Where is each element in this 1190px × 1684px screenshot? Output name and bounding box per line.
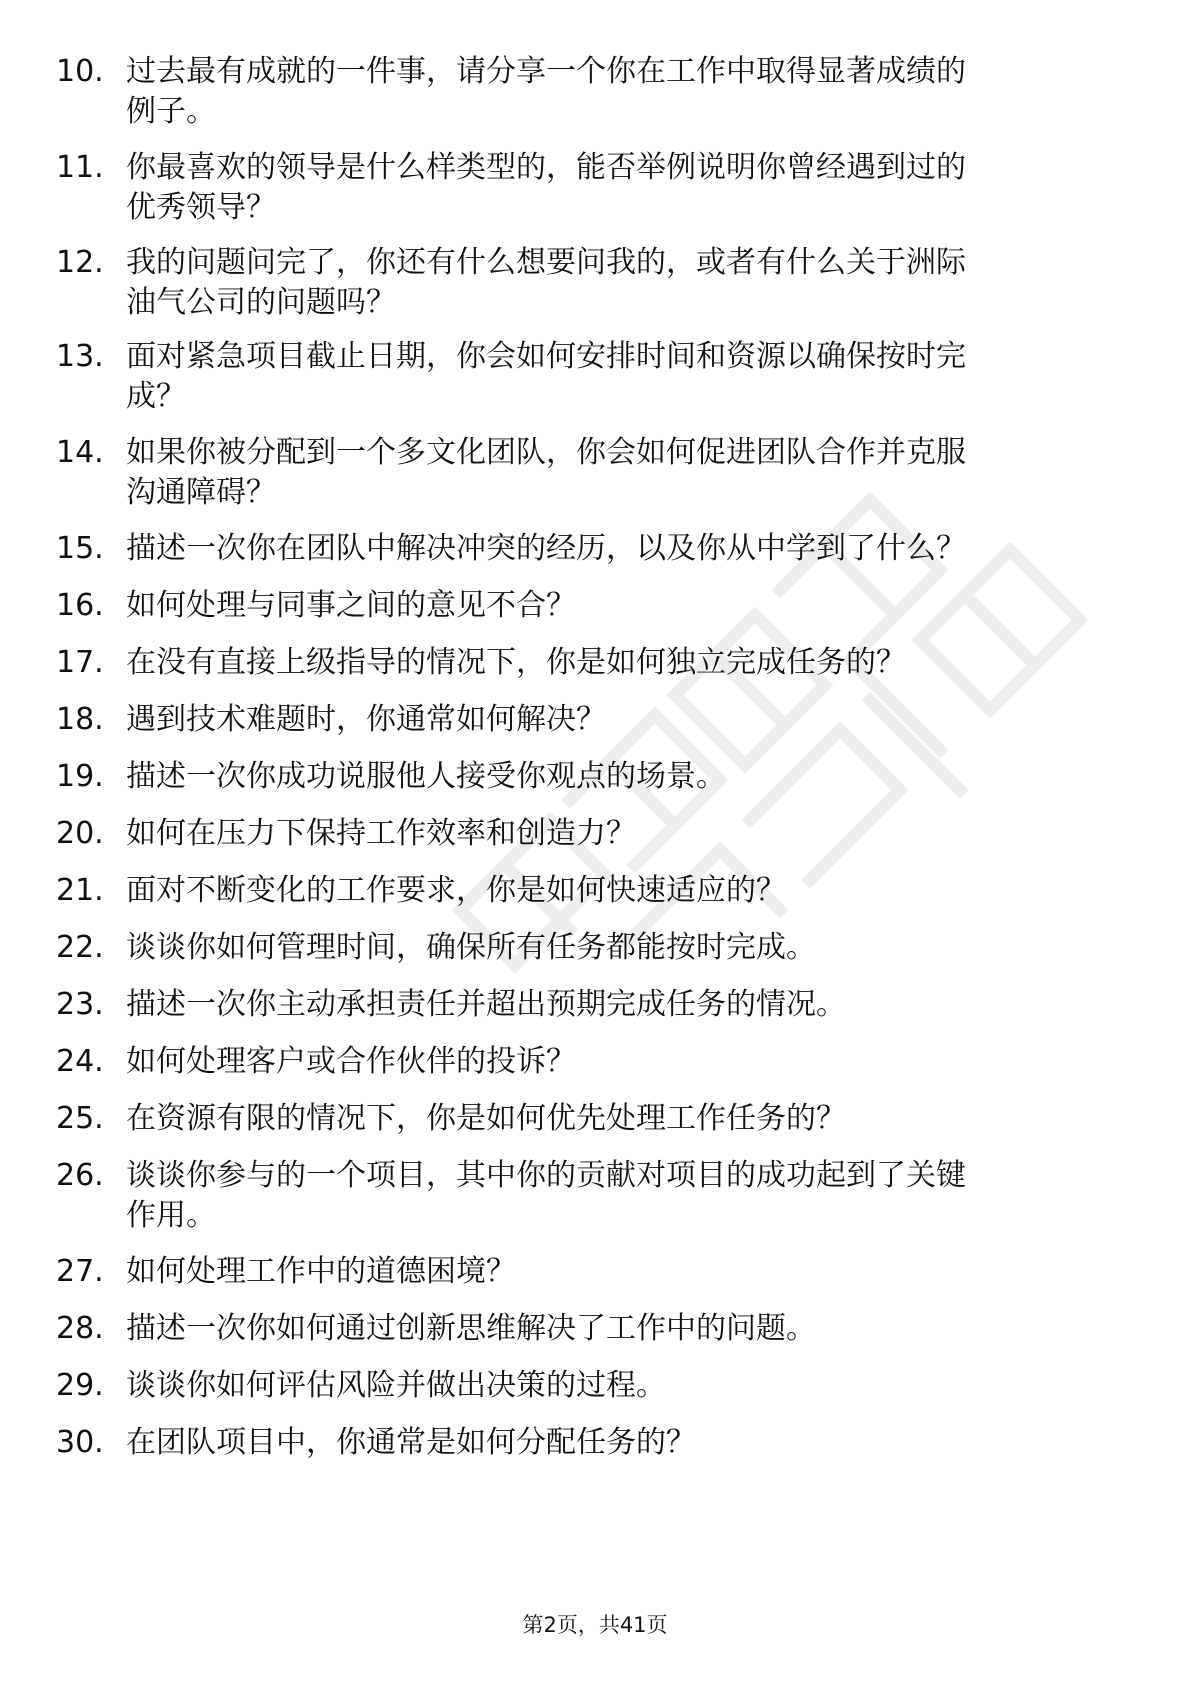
question-number: 28. [56, 1311, 104, 1346]
page-number: 第2页，共41页 [522, 1613, 668, 1637]
question-item [56, 1423, 1118, 1463]
question-text: 我的问题问完了，你还有什么想要问我的，或者有什么关于洲际 油气公司的问题吗？ [126, 245, 966, 320]
question-number: 27. [56, 1254, 104, 1289]
question-item [56, 1309, 1118, 1349]
question-text: 在资源有限的情况下，你是如何优先处理工作任务的？ [126, 1101, 846, 1136]
question-item [56, 985, 1118, 1025]
question-number: 10. [56, 54, 104, 89]
question-number: 17. [56, 645, 104, 680]
question-text: 如何处理与同事之间的意见不合？ [126, 588, 576, 623]
question-text: 遇到技术难题时，你通常如何解决？ [126, 702, 606, 737]
question-number: 19. [56, 759, 104, 794]
question-number: 26. [56, 1158, 104, 1193]
question-number: 23. [56, 987, 104, 1022]
question-text: 如何处理工作中的道德困境？ [126, 1254, 516, 1289]
question-text: 谈谈你如何管理时间，确保所有任务都能按时完成。 [126, 930, 816, 965]
question-number: 25. [56, 1101, 104, 1136]
question-text: 谈谈你参与的一个项目，其中你的贡献对项目的成功起到了关键 作用。 [126, 1158, 966, 1233]
question-item [56, 871, 1118, 911]
question-item [56, 757, 1118, 797]
question-number: 24. [56, 1044, 104, 1079]
question-item [56, 586, 1118, 626]
question-text: 描述一次你在团队中解决冲突的经历，以及你从中学到了什么？ [126, 531, 966, 566]
question-text: 描述一次你主动承担责任并超出预期完成任务的情况。 [126, 987, 846, 1022]
question-item [56, 700, 1118, 740]
question-item [56, 1252, 1118, 1292]
question-item [56, 1366, 1118, 1406]
question-number: 20. [56, 816, 104, 851]
question-number: 13. [56, 339, 104, 374]
question-text: 如何在压力下保持工作效率和创造力？ [126, 816, 636, 851]
question-item [56, 52, 1118, 132]
question-number: 22. [56, 930, 104, 965]
question-number: 15. [56, 531, 104, 566]
question-text: 面对紧急项目截止日期，你会如何安排时间和资源以确保按时完 成？ [126, 339, 966, 414]
question-number: 18. [56, 702, 104, 737]
question-item [56, 1042, 1118, 1082]
question-text: 如何处理客户或合作伙伴的投诉？ [126, 1044, 576, 1079]
question-item [56, 529, 1118, 569]
question-number: 30. [56, 1425, 104, 1460]
question-text: 在没有直接上级指导的情况下，你是如何独立完成任务的？ [126, 645, 906, 680]
question-number: 29. [56, 1368, 104, 1403]
question-item [56, 243, 1118, 323]
question-item [56, 928, 1118, 968]
question-number: 11. [56, 150, 104, 185]
question-text: 面对不断变化的工作要求，你是如何快速适应的？ [126, 873, 786, 908]
question-item [56, 1099, 1118, 1139]
question-number: 21. [56, 873, 104, 908]
question-item [56, 1156, 1118, 1236]
question-item [56, 337, 1118, 417]
question-text: 如果你被分配到一个多文化团队，你会如何促进团队合作并克服 沟通障碍？ [126, 435, 966, 510]
question-number: 16. [56, 588, 104, 623]
question-text: 谈谈你如何评估风险并做出决策的过程。 [126, 1368, 666, 1403]
question-item [56, 643, 1118, 683]
question-number: 14. [56, 435, 104, 470]
question-item [56, 814, 1118, 854]
question-text: 描述一次你成功说服他人接受你观点的场景。 [126, 759, 726, 794]
question-text: 你最喜欢的领导是什么样类型的，能否举例说明你曾经遇到过的 优秀领导？ [126, 150, 966, 225]
question-item [56, 148, 1118, 228]
question-text: 描述一次你如何通过创新思维解决了工作中的问题。 [126, 1311, 816, 1346]
question-text: 过去最有成就的一件事，请分享一个你在工作中取得显著成绩的 例子。 [126, 54, 966, 129]
question-item [56, 433, 1118, 513]
question-number: 12. [56, 245, 104, 280]
question-text: 在团队项目中，你通常是如何分配任务的？ [126, 1425, 696, 1460]
